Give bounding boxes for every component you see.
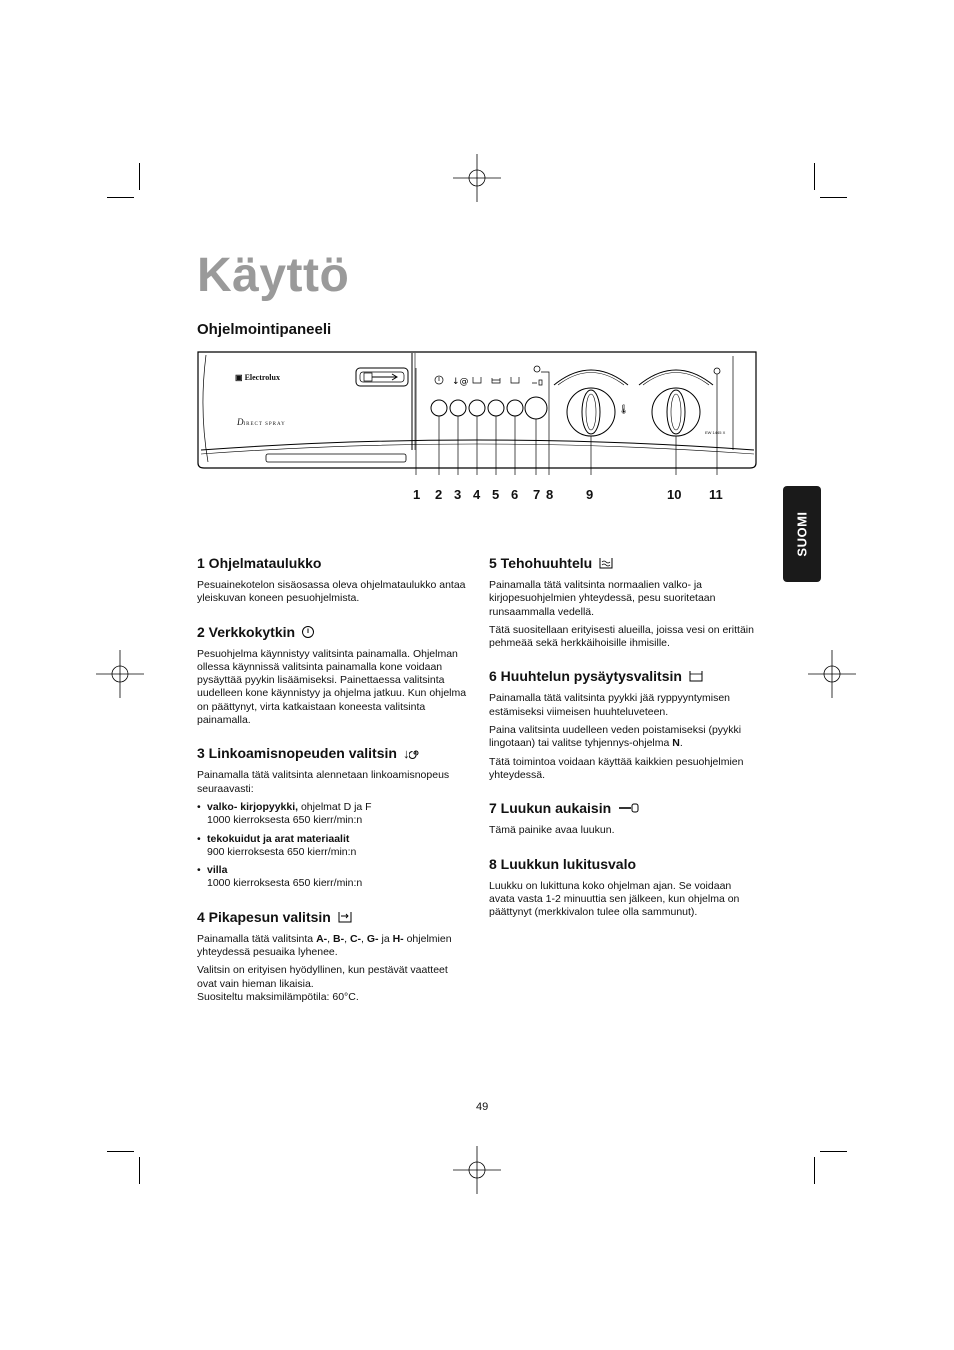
section-6-text-3: Tätä toimintoa voidaan käyttää kaikkien pesuohjelmien yhteydessä. [489,755,744,781]
section-1-title: 1 Ohjelmataulukko [197,555,322,571]
crop-mark [814,1157,815,1184]
language-tab-label: SUOMI [794,511,810,557]
section-4-text-2: Valitsin on erityisen hyödyllinen, kun pestävät vaatteet ovat vain hieman likaisia. Suositeltu maksimilämpötila: 60°C. [197,964,448,1003]
section-4 [197,909,467,1004]
brand-logo: ▣ Electrolux [235,373,280,382]
rinse-hold-icon [688,669,704,683]
section-subtitle: Ohjelmointipaneeli [197,321,332,338]
section-7-title: 7 Luukun aukaisin [489,800,759,816]
registration-mark-icon [453,154,501,202]
left-column [197,555,467,1018]
section-6 [489,668,759,782]
brand-name: Electrolux [244,373,280,382]
registration-mark-icon [453,1146,501,1194]
section-2-title: 2 Verkkokytkin [197,624,467,640]
section-8-title: 8 Luukkun lukitusvalo [489,855,637,872]
section-3-text: Painamalla tätä valitsinta alennetaan linkoamisnopeus seuraavasti: [197,769,450,795]
right-column [489,555,759,933]
crop-mark [820,1151,847,1152]
crop-mark [814,163,815,190]
registration-mark-icon [96,650,144,698]
section-8-text: Luukku on lukittuna koko ohjelman ajan. Se voidaan avata vasta 1-2 minuuttia sen jälkeen, kun ohjelma on päättynyt (merkkivalon tulee olla sammunut). [489,879,740,919]
callout-11: 11 [709,487,723,502]
callout-5: 5 [492,487,500,502]
section-5-title: 5 Tehohuuhtelu [489,555,759,571]
crop-mark [107,1151,134,1152]
callout-3: 3 [454,487,462,502]
callout-9: 9 [586,487,594,502]
registration-mark-icon [808,650,856,698]
crop-mark [820,197,847,198]
callout-10: 10 [667,487,682,502]
section-8 [489,856,759,920]
section-6-title: 6 Huuhtelun pysäytysvalitsin [489,668,759,684]
section-7 [489,800,759,837]
bullet-item: • valko- kirjopyykki, ohjelmat D ja F 1000 kierroksesta 650 kierr/min:n [197,800,372,827]
spin-speed-icon: ↓ [402,745,410,761]
callout-7: 7 [533,487,541,502]
page-number: 49 [476,1101,489,1113]
power-icon [301,625,315,639]
section-5 [489,555,759,650]
section-5-text-2: Tätä suositellaan erityisesti alueilla, joissa vesi on erittäin pehmeää sekä herkkäihoisille ihmisille. [489,623,754,650]
section-4-title: 4 Pikapesun valitsin [197,909,467,925]
extra-rinse-icon [598,556,614,570]
quick-wash-icon [337,910,353,924]
crop-mark [139,163,140,190]
language-tab [783,486,821,582]
callout-6: 6 [511,487,519,502]
page-title: Käyttö [197,249,350,302]
bullet-item: • villa 1000 kierroksesta 650 kierr/min:n [197,864,363,890]
callout-8: 8 [546,487,554,502]
section-1-text: Pesuainekotelon sisäosassa oleva ohjelmataulukko antaa yleiskuvan koneen pesuohjelmista. [197,579,466,605]
section-6-text-1: Painamalla tätä valitsinta pyykki jää ryppyyntymisen estämiseksi viimeisen huuhteluveteen. [489,692,731,718]
direct-spray-logo: DIRECT SPRAY [237,417,286,427]
callout-2: 2 [435,487,443,502]
section-3 [197,745,467,890]
model-label: EW 1445 X [705,430,726,435]
section-1 [197,555,467,606]
section-2-text: Pesuohjelma käynnistyy valitsinta painamalla. Ohjelman ollessa käynnissä valitsinta painamalla kone voidaan pysäyttää pyykin lisäämiseksi. Painettaessa valitsinta uudelleen kone käynnistyy ja ohjelma jatkuu. Kun ohjelma on päättynyt, virta katkaistaan koneesta valitsinta painamalla. [197,647,467,727]
section-6-text-2: Paina valitsinta uudelleen veden poistamiseksi (pyykki lingotaan) tai valitse tyhjennys-ohjelma N. [489,724,742,750]
crop-mark [107,197,134,198]
bullet-item: • tekokuidut ja arat materiaalit 900 kierroksesta 650 kierr/min:n [197,832,357,858]
section-2 [197,624,467,728]
control-panel-diagram [196,350,758,475]
spin-spiral-icon [409,747,421,759]
svg-text:↓@: ↓@ [452,377,469,387]
section-3-title: 3 Linkoamisnopeuden valitsin ↓ [197,745,467,761]
callout-1: 1 [413,487,421,502]
svg-text:🌡: 🌡 [618,404,630,414]
door-key-icon [617,802,641,814]
section-7-text: Tämä painike avaa luukun. [489,824,615,837]
section-4-text-1: Painamalla tätä valitsinta A-, B-, C-, G- ja H- ohjelmien yhteydessä pesuaika lyhenee. [197,932,452,959]
callout-4: 4 [473,487,481,502]
section-5-text-1: Painamalla tätä valitsinta normaalien valko- ja kirjopesuohjelmien yhteydessä, pesu suoritetaan runsaammalla vedellä. [489,579,716,618]
crop-mark [139,1157,140,1184]
